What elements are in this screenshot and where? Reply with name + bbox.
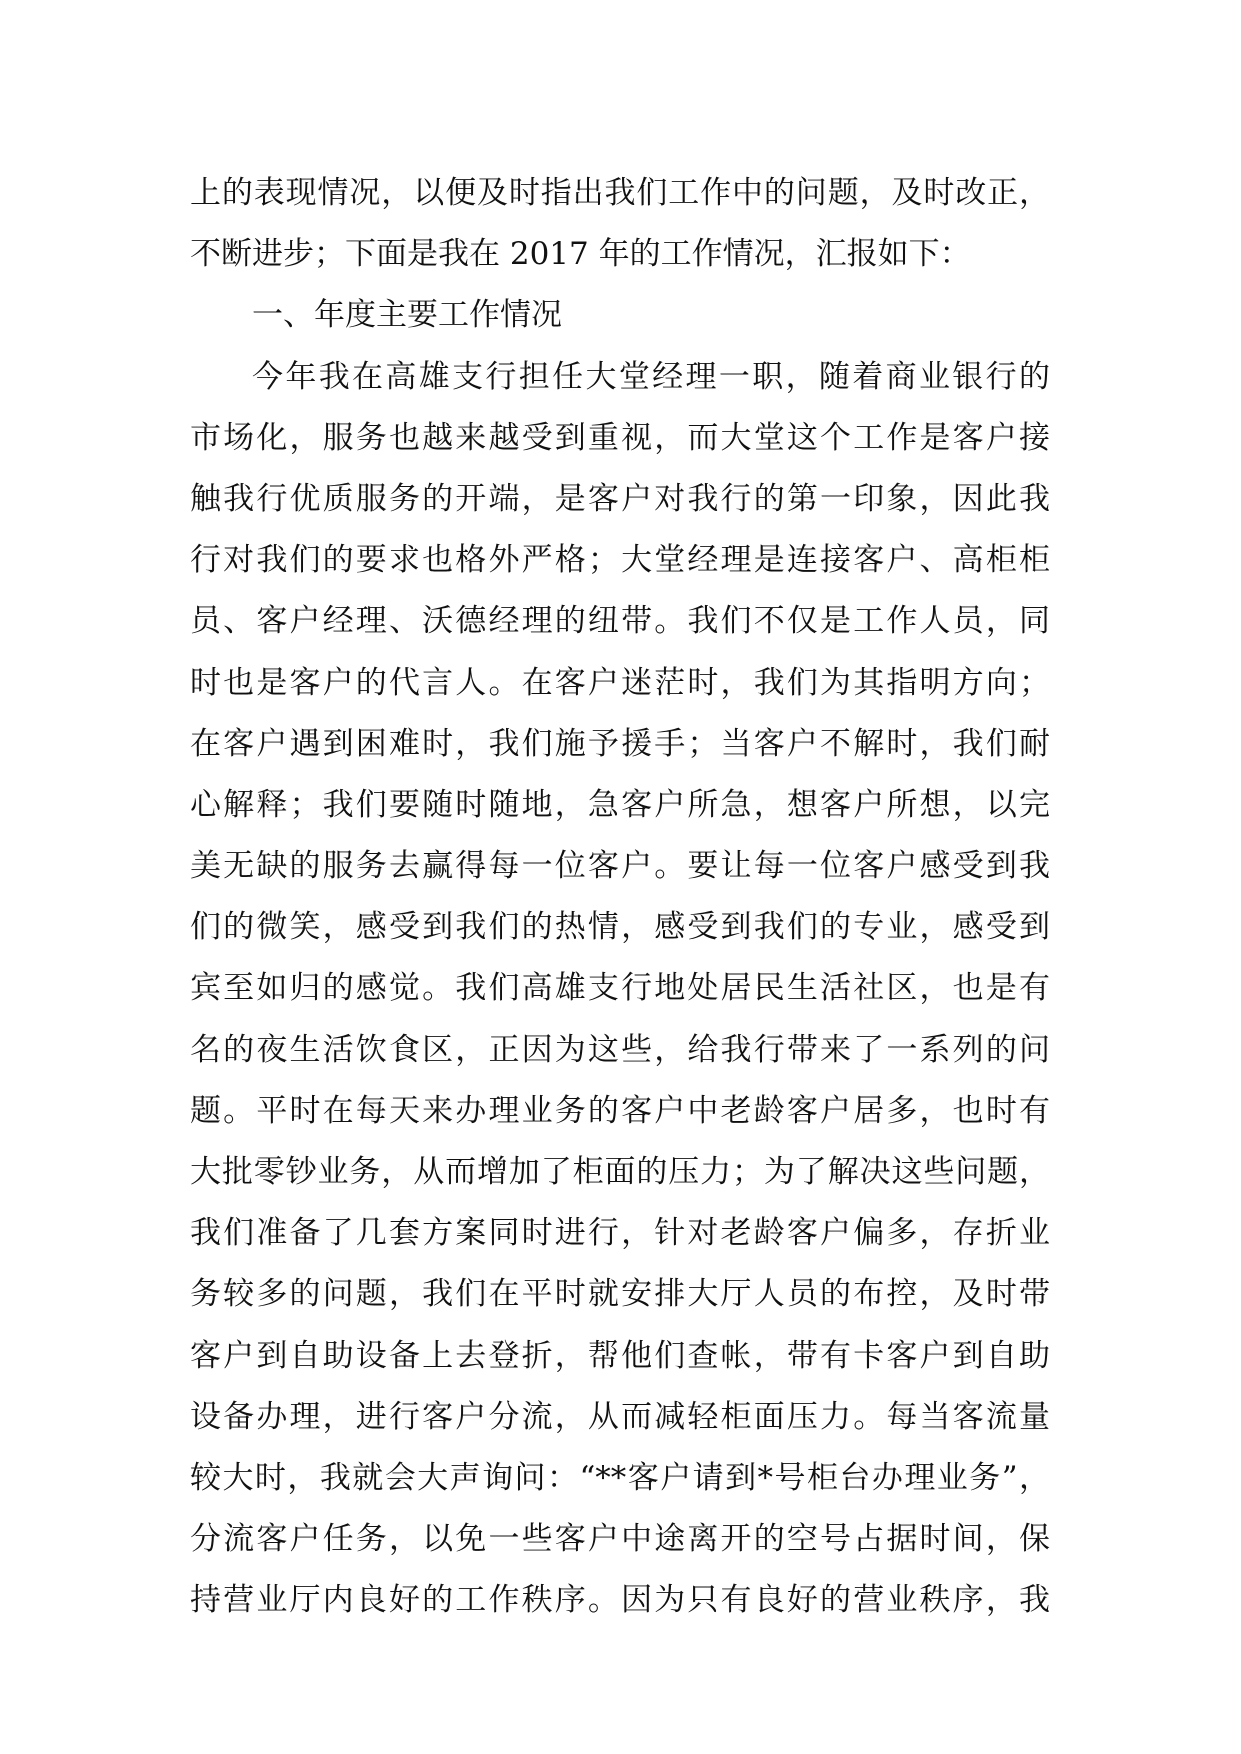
text-line: 员、客户经理、沃德经理的纽带。我们不仅是工作人员，同	[190, 603, 1050, 640]
text-line: 务较多的问题，我们在平时就安排大厅人员的布控，及时带	[190, 1276, 1050, 1313]
text-line: 名的夜生活饮食区，正因为这些，给我行带来了一系列的问	[190, 1031, 1050, 1068]
body-text	[190, 163, 1050, 1632]
text-line: 们的微笑，感受到我们的热情，感受到我们的专业，感受到	[190, 909, 1050, 946]
paragraph-first-line: 今年我在高雄支行担任大堂经理一职，随着商业银行的	[252, 358, 1050, 395]
text-line: 分流客户任务，以免一些客户中途离开的空号占据时间，保	[190, 1521, 1050, 1558]
text-line: 大批零钞业务，从而增加了柜面的压力；为了解决这些问题，	[190, 1154, 1050, 1190]
text-line: 在客户遇到困难时，我们施予援手；当客户不解时，我们耐	[190, 725, 1050, 762]
text-line: 客户到自助设备上去登折，帮他们查帐，带有卡客户到自助	[190, 1337, 1050, 1374]
text-line: 美无缺的服务去赢得每一位客户。要让每一位客户感受到我	[190, 848, 1050, 885]
text-line: 心解释；我们要随时随地，急客户所急，想客户所想，以完	[190, 786, 1050, 823]
text-line: 较大时，我就会大声询问：“**客户请到*号柜台办理业务”，	[190, 1459, 1050, 1496]
text-line: 我们准备了几套方案同时进行，针对老龄客户偏多，存折业	[190, 1215, 1050, 1252]
text-line: 题。平时在每天来办理业务的客户中老龄客户居多，也时有	[190, 1092, 1050, 1129]
text-line: 时也是客户的代言人。在客户迷茫时，我们为其指明方向；	[190, 664, 1050, 701]
text-line: 宾至如归的感觉。我们高雄支行地处居民生活社区，也是有	[190, 970, 1050, 1007]
text-line: 行对我们的要求也格外严格；大堂经理是连接客户、高柜柜	[190, 542, 1050, 579]
text-line: 设备办理，进行客户分流，从而减轻柜面压力。每当客流量	[190, 1398, 1050, 1435]
text-line: 上的表现情况，以便及时指出我们工作中的问题，及时改正，	[190, 175, 1050, 211]
section-heading: 一、年度主要工作情况	[252, 297, 562, 334]
text-line: 持营业厅内良好的工作秩序。因为只有良好的营业秩序，我	[190, 1582, 1050, 1619]
text-line: 触我行优质服务的开端，是客户对我行的第一印象，因此我	[190, 480, 1050, 517]
text-line: 不断进步；下面是我在 2017 年的工作情况，汇报如下：	[190, 236, 971, 273]
text-line: 市场化，服务也越来越受到重视，而大堂这个工作是客户接	[190, 419, 1050, 456]
